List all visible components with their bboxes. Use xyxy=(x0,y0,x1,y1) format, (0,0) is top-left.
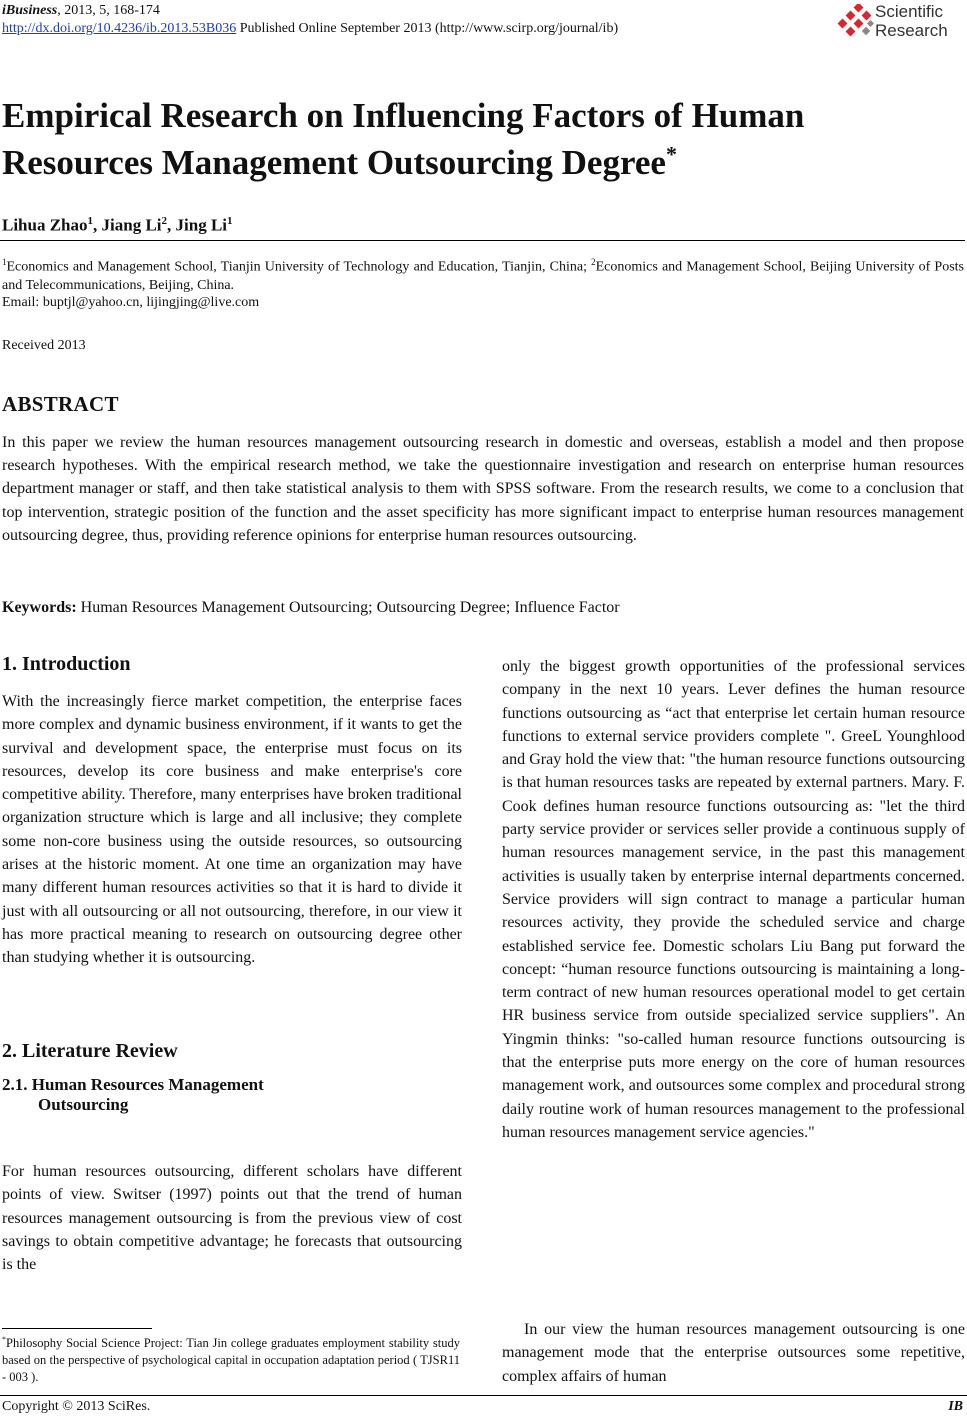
affiliation-1: Economics and Management School, Tianjin University of Technology and Education, Tianjin, China; xyxy=(6,259,592,275)
affiliation-2: Economics and Management School, Beijing University of Posts and Telecommunications, Beijing, China. xyxy=(2,259,965,293)
title-footnote-mark: * xyxy=(665,141,677,167)
keywords-label: Keywords: xyxy=(2,599,77,616)
view-paragraph: In our view the human resources management outsourcing is one management mode that the enterprise outsources some repetitive, complex affairs of human xyxy=(502,1321,965,1385)
doi-line xyxy=(2,21,618,37)
footnote-text: Philosophy Social Science Project: Tian Jin college graduates employment stability study based on the perspective of psychological capital in occupation adaptation period ( TJSR11 - 003 ). xyxy=(2,1336,460,1385)
journal-volume: , 2013, 5, 168-174 xyxy=(57,3,160,18)
received-date: Received 2013 xyxy=(2,338,86,353)
literature-paragraph-continued: only the biggest growth opportunities of the professional services company in the next 10 years. Lever defines the human resource functions outsourcing as “act that enterprise let certain human resource functions to external service providers complete ". GreeL Younghlood and Gray hold the view that: "the human resource functions outsourcing is that human resources tasks are repeated by external partners. Mary. F. Cook defines human resource functions outsourcing as: "let the third party service provider or services seller provide a continuous supply of human resources management service, in the past this management activities is usually taken by enterprise internal departments concerned. Service providers will sign contract to manage a particular human resources activity, they provide the scheduled service and charge established service fee. Domestic scholars Liu Bang put forward the concept: “human resource functions outsourcing is maintaining a long-term contract of new human resources operational model to get certain HR business service from outside specialized service suppliers". An Yingmin thinks: "so-called human resource functions outsourcing is that the enterprise puts more energy on the core of human resources management work, and outsources some complex and procedural strong daily routine work of human resources management to the professional human resources management service agencies." xyxy=(502,658,965,1141)
journal-citation xyxy=(2,3,160,19)
footnote xyxy=(2,1331,460,1386)
publisher-logo xyxy=(835,2,963,44)
subsection-heading-hr-outsourcing xyxy=(2,1075,462,1115)
scientific-research-logo-icon xyxy=(835,4,875,40)
logo-line1: Scientific xyxy=(875,2,944,21)
section-heading-introduction: 1. Introduction xyxy=(2,653,131,675)
author-affil-mark: 1 xyxy=(227,215,233,227)
author-separator: , xyxy=(167,215,176,235)
journal-abbreviation: IB xyxy=(948,1399,963,1414)
section-heading-literature-review: 2. Literature Review xyxy=(2,1040,178,1062)
affil-mark: 2 xyxy=(591,257,596,267)
copyright: Copyright © 2013 SciRes. xyxy=(2,1399,151,1414)
author-list xyxy=(2,215,233,236)
logo-wordmark xyxy=(875,2,948,40)
author-name: Jiang Li xyxy=(101,215,162,235)
abstract-text: In this paper we review the human resources management outsourcing research in domestic and overseas, establish a model and then propose research hypotheses. With the empirical research method, we take the questionnaire investigation and research on enterprise human resources department manager or staff, and then take statistical analysis to them with SPSS software. From the research results, we come to a conclusion that top intervention, strategic position of the function and the asset specificity has more significant impact to enterprise human resources management outsourcing degree, thus, providing reference opinions for enterprise human resources outsourcing. xyxy=(2,434,964,544)
keywords xyxy=(2,597,964,619)
introduction-paragraph: With the increasingly fierce market competition, the enterprise faces more complex and dynamic business environment, if it wants to get the survival and development space, the enterprise must focus on its resources, develop its core business and make enterprise's core competitive ability. Therefore, many enterprises have broken traditional organization structure which is large and all inclusive; they complete some non-core business using the outside resources, so outsourcing arises at the historic moment. At one time an organization may have many different human resources activities so that it is hard to divide it just with all outsourcing or all not outsourcing, therefore, in our view it has more practical meaning to research on outsourcing degree other than studying whether it is outsourcing. xyxy=(2,693,462,967)
title-divider xyxy=(0,240,965,241)
keywords-list: Human Resources Management Outsourcing; Outsourcing Degree; Influence Factor xyxy=(76,599,620,616)
logo-line2: Research xyxy=(875,21,948,40)
footnote-mark: * xyxy=(2,1335,6,1344)
footnote-divider xyxy=(2,1328,152,1329)
author-affil-mark: 2 xyxy=(161,215,168,227)
footer-divider xyxy=(0,1395,967,1396)
subsection-line2: Outsourcing xyxy=(38,1095,129,1114)
published-info: Published Online September 2013 (http://www.scirp.org/journal/ib) xyxy=(236,21,619,36)
doi-link[interactable]: http://dx.doi.org/10.4236/ib.2013.53B036 xyxy=(2,21,237,36)
title-line1: Empirical Research on Influencing Factors of Human xyxy=(2,96,805,135)
author-name: Jing Li xyxy=(175,215,228,235)
author-name: Lihua Zhao xyxy=(2,215,88,235)
paper-title xyxy=(2,92,962,186)
title-line2: Resources Management Outsourcing Degree xyxy=(2,143,666,182)
subsection-line1: 2.1. Human Resources Management xyxy=(2,1075,264,1094)
contact-email: Email: buptjl@yahoo.cn, lijingjing@live.com xyxy=(2,295,260,310)
author-separator: , xyxy=(93,215,102,235)
abstract-heading: ABSTRACT xyxy=(2,392,119,416)
author-affil-mark: 1 xyxy=(87,215,94,227)
literature-paragraph: For human resources outsourcing, different scholars have different points of view. Switser (1997) points out that the trend of human resources management outsourcing is from the previous view of cost savings to obtain competitive advantage; he forecasts that outsourcing is the xyxy=(2,1163,462,1274)
journal-name: iBusiness xyxy=(2,3,58,18)
affiliations xyxy=(2,253,964,295)
affil-mark: 1 xyxy=(2,257,7,267)
